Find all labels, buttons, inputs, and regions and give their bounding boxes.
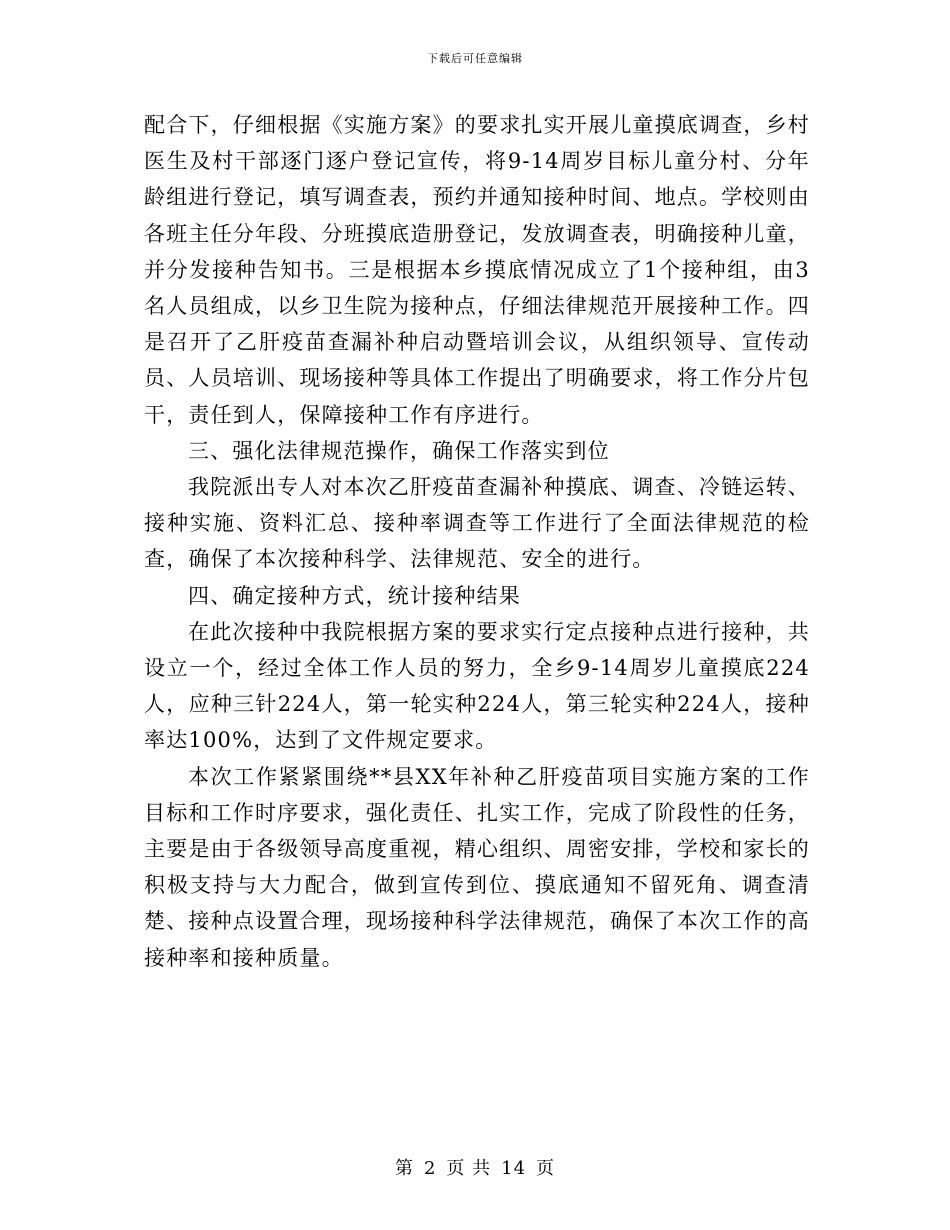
body-paragraph-inspection: 我院派出专人对本次乙肝疫苗查漏补种摸底、调查、冷链运转、接种实施、资料汇总、接种率调查等工作进行了全面法律规范的检查，确保了本次接种科学、法律规范、安全的进行。 [144,475,810,572]
page-total: 14 [501,1158,527,1179]
page-middle: 页 共 [446,1158,492,1179]
page-footer [0,1154,950,1180]
body-paragraph-results: 在此次接种中我院根据方案的要求实行定点接种点进行接种，共设立一个，经过全体工作人员的努力，全乡9-14周岁儿童摸底224人，应种三针224人，第一轮实种224人，第三轮实种224人，接种率达100%，达到了文件规定要求。 [144,619,810,753]
header-note: 下载后可任意编辑 [427,52,523,65]
page-suffix: 页 [536,1158,556,1179]
section-heading-4: 四、确定接种方式，统计接种结果 [188,583,521,608]
section-heading-3: 三、强化法律规范操作，确保工作落实到位 [188,438,610,463]
body-paragraph-summary: 本次工作紧紧围绕**县XX年补种乙肝疫苗项目实施方案的工作目标和工作时序要求，强化责任、扎实工作，完成了阶段性的任务，主要是由于各级领导高度重视，精心组织、周密安排，学校和家长的积极支持与大力配合，做到宣传到位、摸底通知不留死角、调查清楚、接种点设置合理，现场接种科学法律规范，确保了本次工作的高接种率和接种质量。 [144,764,810,970]
page-prefix: 第 [394,1158,414,1179]
page-number: 2 [423,1158,437,1179]
document-body [144,107,810,976]
body-paragraph-continuation: 配合下，仔细根据《实施方案》的要求扎实开展儿童摸底调查，乡村医生及村干部逐门逐户登记宣传，将9-14周岁目标儿童分村、分年龄组进行登记，填写调查表，预约并通知接种时间、地点。学校则由各班主任分年段、分班摸底造册登记，发放调查表，明确接种儿童，并分发接种告知书。三是根据本乡摸底情况成立了1个接种组，由3名人员组成，以乡卫生院为接种点，仔细法律规范开展接种工作。四是召开了乙肝疫苗查漏补种启动暨培训会议，从组织领导、宣传动员、人员培训、现场接种等具体工作提出了明确要求，将工作分片包干，责任到人，保障接种工作有序进行。 [144,113,810,427]
